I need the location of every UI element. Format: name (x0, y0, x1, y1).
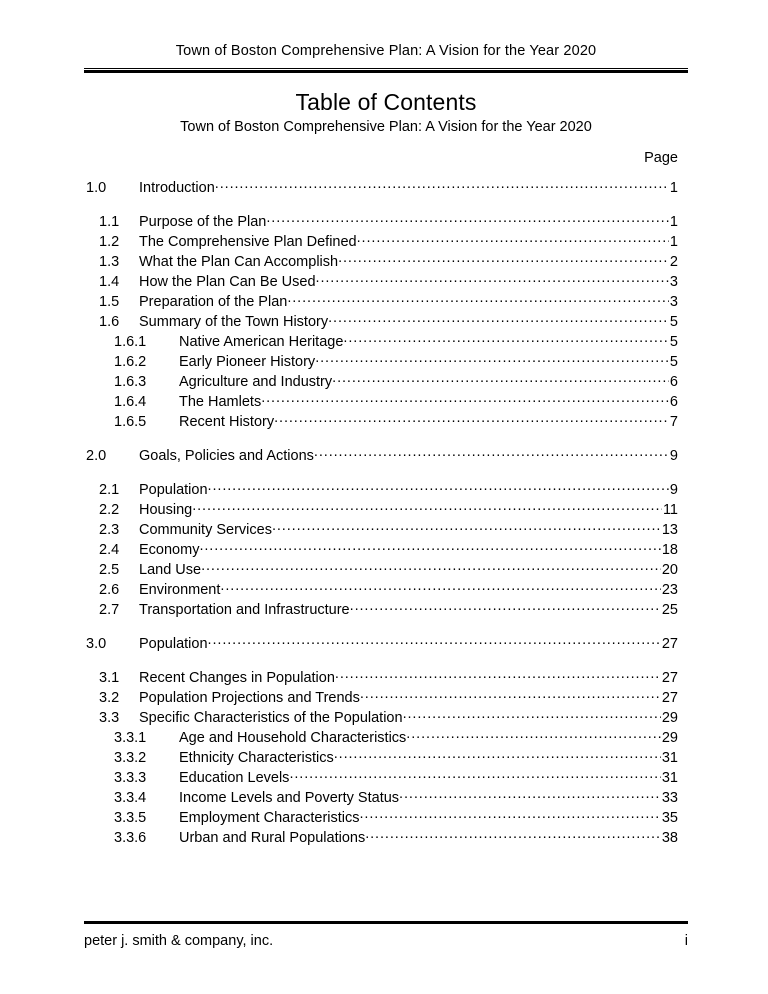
toc-leader-dots (357, 232, 669, 246)
toc-leader-dots (365, 828, 661, 842)
toc-entry-number: 2.5 (99, 562, 120, 578)
toc-entry-page-number: 5 (669, 334, 678, 350)
toc-entry-label: What the Plan Can Accomplish (139, 254, 339, 270)
toc-entry-page-number: 35 (661, 810, 678, 826)
toc-entry-number: 1.1 (99, 214, 120, 230)
toc-entry-page-number: 29 (661, 710, 678, 726)
toc-entry-number: 2.6 (99, 582, 120, 598)
toc-entry-label: Transportation and Infrastructure (139, 602, 350, 618)
toc-entry-page-number: 20 (661, 562, 678, 578)
toc-entry-label: Recent Changes in Population (139, 670, 335, 686)
toc-entry-number: 1.2 (99, 234, 120, 250)
toc-entry-page-number: 27 (661, 690, 678, 706)
toc-leader-dots (220, 580, 660, 594)
toc-leader-dots (328, 312, 669, 326)
toc-entry[interactable] (84, 500, 678, 520)
toc-entry-page-number: 25 (661, 602, 678, 618)
toc-leader-dots (399, 788, 661, 802)
toc-entry[interactable] (84, 292, 678, 312)
page-column-header: Page (644, 150, 678, 166)
toc-entry[interactable] (84, 232, 678, 252)
toc-entry-number: 1.5 (99, 294, 120, 310)
toc-entry-number: 3.3 (99, 710, 120, 726)
toc-entry-label: Specific Characteristics of the Population (139, 710, 403, 726)
toc-entry-label: Native American Heritage (179, 334, 344, 350)
toc-entry-label: Purpose of the Plan (139, 214, 267, 230)
toc-entry-label: Introduction (139, 180, 215, 196)
toc-entry-number: 1.6 (99, 314, 120, 330)
toc-entry[interactable] (84, 560, 678, 580)
toc-entry-label: Environment (139, 582, 221, 598)
toc-leader-dots (335, 668, 661, 682)
toc-group (84, 178, 678, 198)
toc-entry[interactable] (84, 312, 678, 332)
toc-entry-page-number: 11 (662, 502, 678, 518)
toc-entry-number: 3.3.2 (114, 750, 147, 766)
toc-entry-number: 3.1 (99, 670, 120, 686)
toc-entry-label: Housing (139, 502, 193, 518)
toc-leader-dots (343, 332, 669, 346)
toc-entry-number: 1.4 (99, 274, 120, 290)
toc-entry[interactable] (84, 178, 678, 198)
toc-entry-number: 1.6.4 (114, 394, 147, 410)
toc-entry-label: The Hamlets (179, 394, 262, 410)
toc-entry[interactable] (84, 748, 678, 768)
toc-leader-dots (287, 292, 669, 306)
toc-entry-number: 2.0 (86, 448, 107, 464)
toc-entry-page-number: 9 (669, 448, 678, 464)
toc-leader-dots (208, 480, 669, 494)
toc-leader-dots (272, 520, 661, 534)
page-title: Table of Contents (295, 89, 477, 115)
toc-leader-dots (406, 728, 661, 742)
running-header-title: Town of Boston Comprehensive Plan: A Vision for the Year 2020 (175, 43, 597, 59)
toc-entry-page-number: 29 (661, 730, 678, 746)
toc-leader-dots (201, 560, 661, 574)
toc-entry-number: 2.2 (99, 502, 120, 518)
toc-entry-label: Age and Household Characteristics (179, 730, 407, 746)
page-subtitle: Town of Boston Comprehensive Plan: A Vision for the Year 2020 (180, 119, 592, 135)
toc-entry-label: Income Levels and Poverty Status (179, 790, 400, 806)
header-divider-rule (84, 68, 688, 73)
toc-entry-label: How the Plan Can Be Used (139, 274, 316, 290)
toc-entry-label: Community Services (139, 522, 272, 538)
toc-entry-label: Recent History (179, 414, 275, 430)
toc-entry-number: 3.0 (86, 636, 107, 652)
toc-entry[interactable] (84, 352, 678, 372)
toc-entry-number: 2.3 (99, 522, 120, 538)
toc-leader-dots (316, 272, 669, 286)
toc-leader-dots (360, 688, 661, 702)
toc-leader-dots (289, 768, 660, 782)
toc-entry-page-number: 18 (661, 542, 678, 558)
toc-leader-dots (315, 352, 669, 366)
toc-entry[interactable] (84, 372, 678, 392)
page-footer (84, 931, 688, 951)
toc-leader-dots (266, 212, 669, 226)
toc-entry-page-number: 33 (661, 790, 678, 806)
toc-entry-number: 1.6.3 (114, 374, 147, 390)
toc-entry-page-number: 1 (669, 214, 678, 230)
toc-entry[interactable] (84, 540, 678, 560)
toc-entry-label: Population (139, 636, 208, 652)
toc-group (84, 634, 678, 654)
toc-entry-number: 1.0 (86, 180, 107, 196)
toc-entry[interactable] (84, 520, 678, 540)
toc-entry[interactable] (84, 728, 678, 748)
toc-entry-label: Economy (139, 542, 200, 558)
toc-group (84, 480, 678, 620)
toc-entry-page-number: 38 (661, 830, 678, 846)
toc-entry[interactable] (84, 768, 678, 788)
toc-entry-page-number: 3 (669, 274, 678, 290)
toc-entry[interactable] (84, 446, 678, 466)
toc-entry-number: 3.3.1 (114, 730, 147, 746)
toc-entry-page-number: 1 (669, 180, 678, 196)
toc-leader-dots (208, 634, 661, 648)
toc-leader-dots (338, 252, 669, 266)
toc-entry-page-number: 27 (661, 670, 678, 686)
toc-entry-page-number: 7 (669, 414, 678, 430)
toc-entry-number: 3.3.6 (114, 830, 147, 846)
toc-leader-dots (199, 540, 660, 554)
toc-entry-label: Preparation of the Plan (139, 294, 288, 310)
toc-entry-label: Education Levels (179, 770, 290, 786)
footer-rule-thick-line (84, 921, 688, 924)
toc-entry-label: Ethnicity Characteristics (179, 750, 334, 766)
toc-entry-number: 1.6.5 (114, 414, 147, 430)
toc-entry[interactable] (84, 252, 678, 272)
toc-entry[interactable] (84, 212, 678, 232)
toc-entry-page-number: 13 (661, 522, 678, 538)
toc-entry-number: 1.6.1 (114, 334, 147, 350)
toc-entry[interactable] (84, 828, 678, 848)
toc-entry[interactable] (84, 688, 678, 708)
toc-entry-page-number: 31 (661, 770, 678, 786)
toc-entry[interactable] (84, 412, 678, 432)
toc-leader-dots (215, 178, 669, 192)
toc-entry[interactable] (84, 580, 678, 600)
toc-leader-dots (403, 708, 661, 722)
toc-group (84, 212, 678, 432)
toc-entry-page-number: 6 (669, 394, 678, 410)
toc-entry[interactable] (84, 272, 678, 292)
toc-entry-number: 2.1 (99, 482, 120, 498)
toc-entry[interactable] (84, 332, 678, 352)
toc-entry[interactable] (84, 788, 678, 808)
toc-entry[interactable] (84, 668, 678, 688)
toc-entry-label: Population (139, 482, 208, 498)
toc-entry-label: Summary of the Town History (139, 314, 329, 330)
toc-entry-page-number: 23 (661, 582, 678, 598)
toc-entry-page-number: 3 (669, 294, 678, 310)
toc-leader-dots (192, 500, 662, 514)
toc-entry-page-number: 6 (669, 374, 678, 390)
toc-entry-page-number: 5 (669, 354, 678, 370)
footer-page-number: i (684, 933, 688, 949)
toc-entry-page-number: 2 (669, 254, 678, 270)
toc-leader-dots (334, 748, 661, 762)
toc-entry-number: 2.4 (99, 542, 120, 558)
toc-entry-label: Urban and Rural Populations (179, 830, 366, 846)
toc-leader-dots (314, 446, 669, 460)
toc-entry-number: 1.3 (99, 254, 120, 270)
toc-entry-number: 1.6.2 (114, 354, 147, 370)
header-rule-thick-line (84, 70, 688, 73)
toc-entry-page-number: 9 (669, 482, 678, 498)
toc-entry-page-number: 27 (661, 636, 678, 652)
toc-entry-page-number: 5 (669, 314, 678, 330)
toc-entry-number: 3.3.4 (114, 790, 147, 806)
toc-entry-number: 3.2 (99, 690, 120, 706)
toc-entry-label: Employment Characteristics (179, 810, 360, 826)
toc-leader-dots (274, 412, 669, 426)
footer-company-name: peter j. smith & company, inc. (84, 933, 274, 949)
toc-entry-page-number: 1 (669, 234, 678, 250)
toc-entry-label: Early Pioneer History (179, 354, 316, 370)
toc-entry-number: 3.3.3 (114, 770, 147, 786)
toc-entry-number: 3.3.5 (114, 810, 147, 826)
toc-entry[interactable] (84, 808, 678, 828)
toc-entry-label: The Comprehensive Plan Defined (139, 234, 357, 250)
toc-entry-page-number: 31 (661, 750, 678, 766)
toc-entry[interactable] (84, 600, 678, 620)
toc-leader-dots (360, 808, 661, 822)
toc-entry[interactable] (84, 634, 678, 654)
table-of-contents (84, 178, 678, 848)
toc-leader-dots (261, 392, 669, 406)
toc-entry[interactable] (84, 392, 678, 412)
toc-group (84, 446, 678, 466)
toc-entry[interactable] (84, 480, 678, 500)
toc-entry-label: Goals, Policies and Actions (139, 448, 314, 464)
toc-leader-dots (350, 600, 661, 614)
toc-entry-number: 2.7 (99, 602, 120, 618)
toc-entry[interactable] (84, 708, 678, 728)
toc-entry-label: Land Use (139, 562, 202, 578)
toc-entry-label: Agriculture and Industry (179, 374, 333, 390)
footer-divider-rule (84, 921, 688, 925)
toc-leader-dots (332, 372, 669, 386)
toc-entry-label: Population Projections and Trends (139, 690, 360, 706)
toc-group (84, 668, 678, 848)
